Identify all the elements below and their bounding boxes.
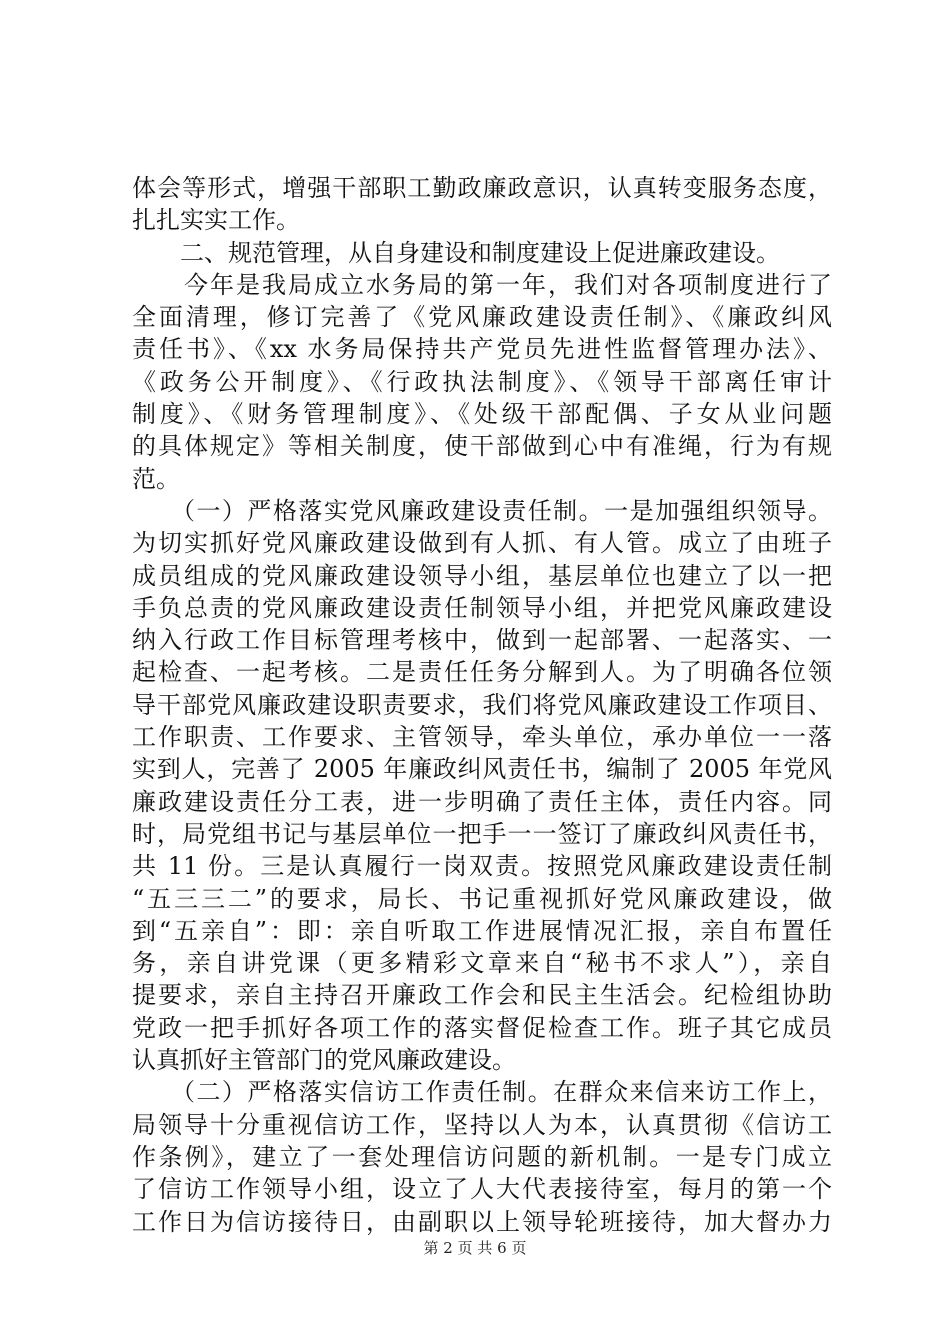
text-line: 廉政建设责任分工表，进一步明确了责任主体，责任内容。同: [132, 787, 832, 816]
text-line: 了信访工作领导小组，设立了人大代表接待室，每月的第一个: [132, 1175, 832, 1204]
text-line: “五三三二”的要求，局长、书记重视抓好党风廉政建设，做: [132, 884, 832, 913]
page-number-footer: 第 2 页 共 6 页: [423, 1239, 527, 1257]
text-line: 导干部党风廉政建设职责要求，我们将党风廉政建设工作项目、: [132, 690, 832, 719]
text-line: 扎扎实实工作。: [132, 206, 300, 235]
text-line: 的具体规定》等相关制度，使干部做到心中有准绳，行为有规: [132, 432, 832, 461]
text-line: 作条例》，建立了一套处理信访问题的新机制。一是专门成立: [132, 1142, 832, 1171]
text-line: 务，亲自讲党课（更多精彩文章来自“秘书不求人”），亲自: [132, 949, 832, 978]
text-line: 到“五亲自”：即：亲自听取工作进展情况汇报，亲自布置任: [132, 916, 832, 945]
text-line: 全面清理，修订完善了《党风廉政建设责任制》、《廉政纠风: [132, 303, 832, 332]
text-line: （一）严格落实党风廉政建设责任制。一是加强组织领导。: [132, 496, 832, 525]
text-line: 为切实抓好党风廉政建设做到有人抓、有人管。成立了由班子: [132, 529, 832, 558]
text-line: 《政务公开制度》、《行政执法制度》、《领导干部离任审计: [132, 367, 832, 396]
text-line: 成员组成的党风廉政建设领导小组，基层单位也建立了以一把: [132, 561, 832, 590]
text-line: 范。: [132, 464, 180, 493]
text-line: 手负总责的党风廉政建设责任制领导小组，并把党风廉政建设: [132, 593, 832, 622]
text-line: 局领导十分重视信访工作，坚持以人为本，认真贯彻《信访工: [132, 1110, 832, 1139]
text-line: 时，局党组书记与基层单位一把手一一签订了廉政纠风责任书，: [132, 819, 832, 848]
text-line: 实到人，完善了 2005 年廉政纠风责任书，编制了 2005 年党风: [132, 755, 832, 784]
section-heading: 二、规范管理，从自身建设和制度建设上促进廉政建设。: [132, 238, 780, 267]
text-line: 工作职责、工作要求、主管领导，牵头单位，承办单位一一落: [132, 723, 832, 752]
text-line: 今年是我局成立水务局的第一年，我们对各项制度进行了: [132, 270, 832, 299]
text-line: 认真抓好主管部门的党风廉政建设。: [132, 1046, 516, 1075]
text-line: 责任书》、《xx 水务局保持共产党员先进性监督管理办法》、: [132, 335, 832, 364]
text-line: 体会等形式，增强干部职工勤政廉政意识，认真转变服务态度，: [132, 174, 832, 202]
document-body: [132, 172, 832, 1238]
text-line: 提要求，亲自主持召开廉政工作会和民主生活会。纪检组协助: [132, 981, 832, 1010]
text-line: 工作日为信访接待日，由副职以上领导轮班接待，加大督办力: [132, 1207, 832, 1236]
text-line: 党政一把手抓好各项工作的落实督促检查工作。班子其它成员: [132, 1013, 832, 1042]
text-line: 纳入行政工作目标管理考核中，做到一起部署、一起落实、一: [132, 626, 832, 655]
text-line: 起检查、一起考核。二是责任任务分解到人。为了明确各位领: [132, 658, 832, 687]
text-line: 制度》、《财务管理制度》、《处级干部配偶、子女从业问题: [132, 400, 832, 429]
text-line: （二）严格落实信访工作责任制。在群众来信来访工作上，: [132, 1078, 832, 1107]
text-line: 共 11 份。三是认真履行一岗双责。按照党风廉政建设责任制: [132, 852, 832, 881]
